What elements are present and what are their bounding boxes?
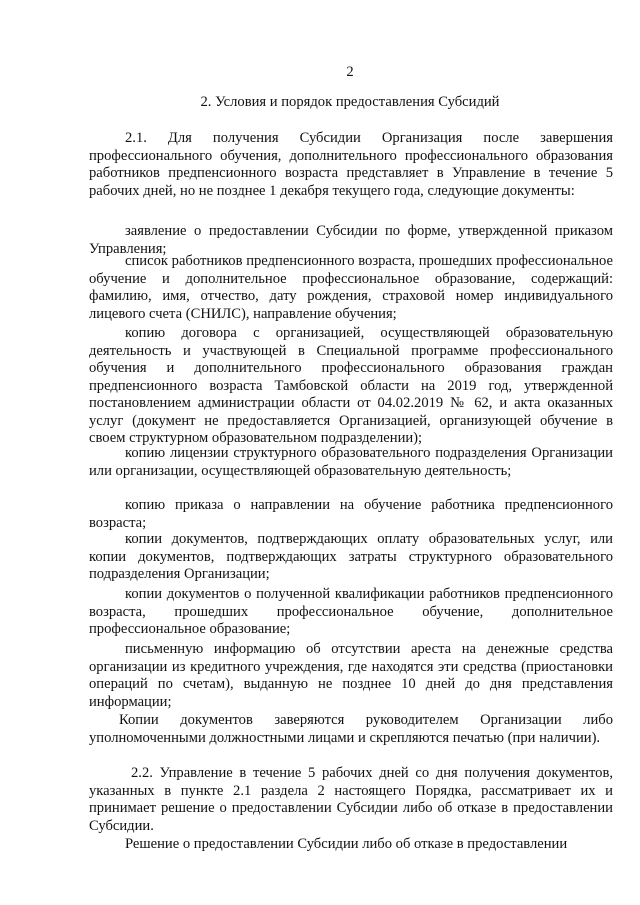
paragraph-text: список работников предпенсионного возраста, прошедших профессиональное обучение и дополнительное профессиональное образование, содержащий: фамилию, имя, отчество, дату рождения, страховой номер индивидуального лицевого счета (СНИЛС), направление обучения; xyxy=(89,253,613,322)
paragraph-text: копию приказа о направлении на обучение работника предпенсионного возраста; xyxy=(89,497,613,531)
paragraph-text: 2.1. Для получения Субсидии Организация после завершения профессионального обучения, дополнительного профессионального образования работников предпенсионного возраста представляет в Управление в течение 5 рабочих дней, но не позднее 1 декабря текущего года, следующие документы: xyxy=(89,130,613,199)
paragraph-text: копию договора с организацией, осуществляющей образовательную деятельность и участвующей в Специальной программе профессионального обучения и дополнительного профессионального образования граждан предпенсионного возраста Тамбовской области на 2019 год, утвержденной постановлением администрации области от 04.02.2019 № 62, и акта оказанных услуг (документ не предоставляется Организацией, организующей обучение в своем структурном образовательном подразделении); xyxy=(89,325,613,446)
paragraph-text: заявление о предоставлении Субсидии по форме, утвержденной приказом Управления; xyxy=(89,223,613,257)
paragraph-text: 2.2. Управление в течение 5 рабочих дней со дня получения документов, указанных в пункте 2.1 раздела 2 настоящего Порядка, рассматривает их и принимает решение о предоставлении Субсидии либо об отказе в предоставлении Субсидии. xyxy=(89,765,613,834)
paragraph-text: Копии документов заверяются руководителем Организации либо уполномоченными должностными лицами и скрепляются печатью (при наличии). xyxy=(89,712,613,746)
paragraph-payment-docs xyxy=(89,531,613,584)
paragraph-qualification-docs xyxy=(89,586,613,639)
paragraph-decision xyxy=(89,836,613,854)
paragraph-arrest-info xyxy=(89,641,613,711)
paragraph-2-1 xyxy=(89,130,613,200)
paragraph-text: копии документов, подтверждающих оплату образовательных услуг, или копии документов, подтверждающих затраты структурного образовательного подразделения Организации; xyxy=(89,531,613,582)
page-number: 2 xyxy=(346,64,354,80)
paragraph-text: Решение о предоставлении Субсидии либо об отказе в предоставлении xyxy=(125,836,568,852)
paragraph-contract-copy xyxy=(89,325,613,448)
paragraph-text: копию лицензии структурного образовательного подразделения Организации или организации, осуществляющей образовательную деятельность; xyxy=(89,445,613,479)
paragraph-employee-list xyxy=(89,253,613,323)
paragraph-license-copy xyxy=(89,445,613,480)
section-title: 2. Условия и порядок предоставления Субсидий xyxy=(200,94,500,110)
paragraph-certification xyxy=(89,712,613,747)
paragraph-order-copy xyxy=(89,497,613,532)
paragraph-2-2 xyxy=(89,765,613,835)
paragraph-text: копии документов о полученной квалификации работников предпенсионного возраста, прошедших профессиональное обучение, дополнительное профессиональное образование; xyxy=(89,586,613,637)
paragraph-text: письменную информацию об отсутствии ареста на денежные средства организации из кредитного учреждения, где находятся эти средства (приостановки операций по счетам), выданную не позднее 10 дней до дня представления информации; xyxy=(89,641,613,710)
